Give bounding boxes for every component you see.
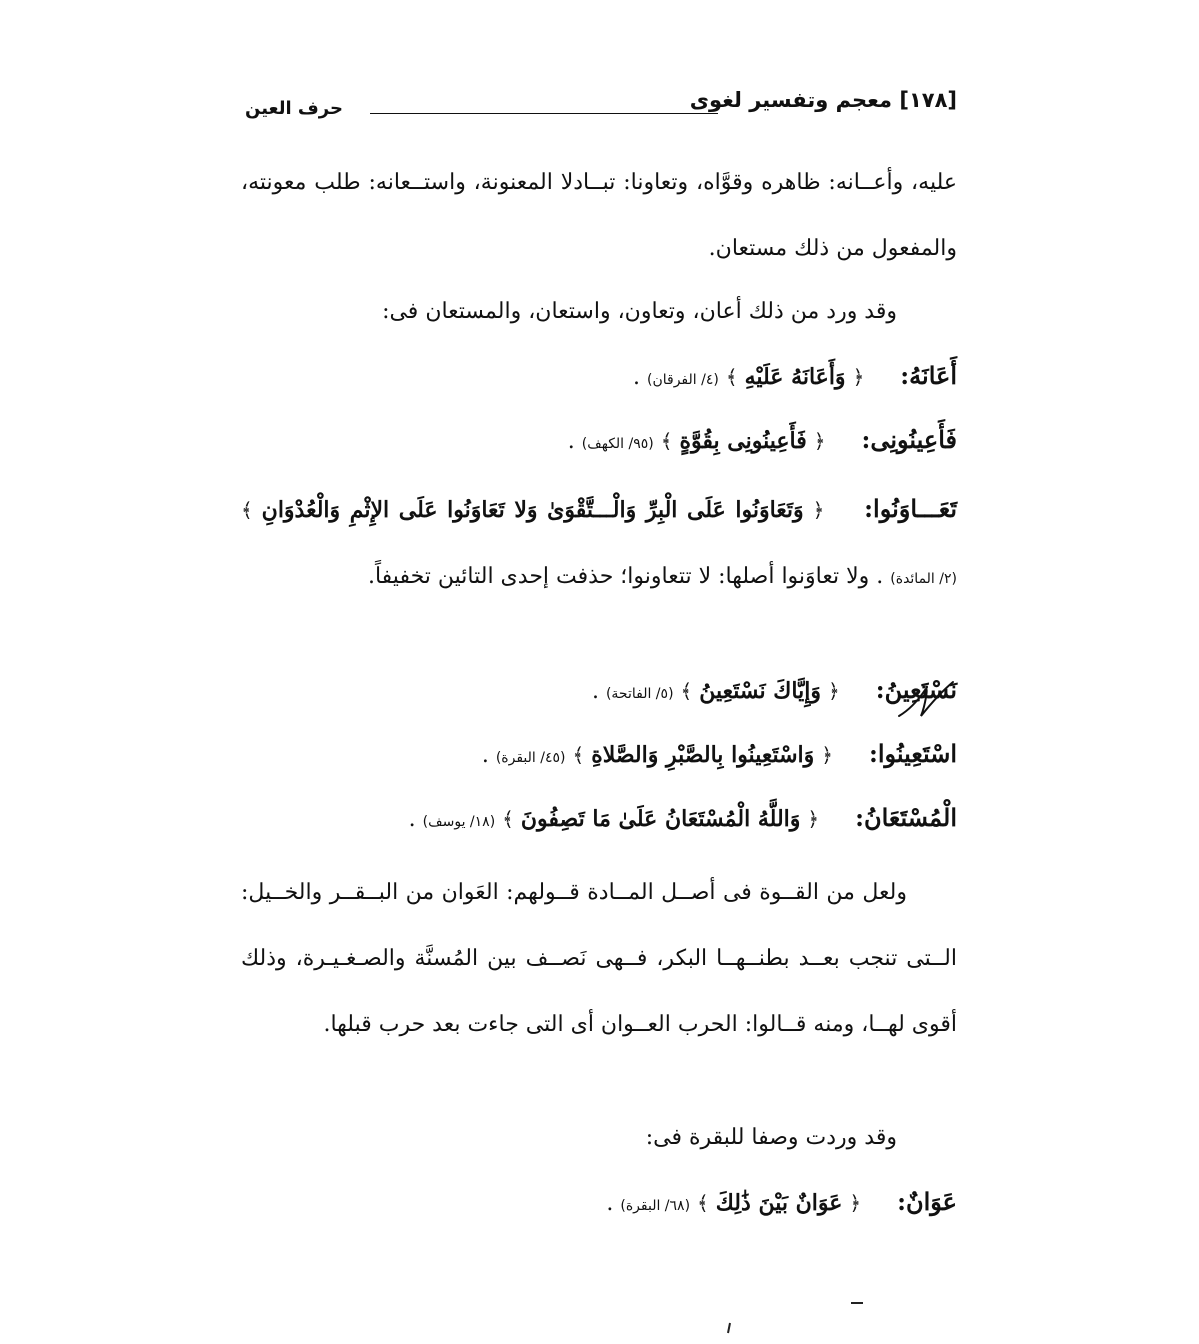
entry-row	[482, 734, 957, 778]
entry-head-word: نَسْتَعِينُ:	[875, 675, 957, 704]
paragraph-note: . ولا تعاوَنوا أصلها: لا تتعاونوا؛ حذفت إحدى التائين تخفيفاً.	[367, 564, 884, 589]
entry-reference: (٩٥/ الكهف)	[581, 436, 654, 452]
handwritten-check-mark-icon	[895, 676, 957, 724]
entry-head-word: الْمُسْتَعَانُ:	[855, 803, 957, 832]
quran-open-bracket: ﴿	[821, 743, 833, 767]
entry-quote: وَاللَّهُ الْمُسْتَعَانُ عَلَىٰ مَا تَصِفُونَ	[520, 806, 801, 832]
entry-head-word: فَأَعِينُونِى:	[861, 425, 957, 454]
quran-open-bracket: ﴿	[812, 498, 825, 522]
entry-period: .	[567, 429, 575, 454]
entry-quote: عَوَانٌ بَيْنَ ذَٰلِكَ	[715, 1190, 843, 1216]
scan-speck-icon	[726, 1322, 732, 1334]
quran-close-bracket: ﴾	[725, 365, 738, 389]
entry-head-word: عَوَانٌ:	[897, 1187, 957, 1216]
section-title: حرف العين	[245, 98, 343, 119]
entry-head-word: اسْتَعِينُوا:	[868, 739, 957, 768]
entry-reference: (٦٨/ البقرة)	[620, 1198, 691, 1214]
entry-quote: وَأَعَانَهُ عَلَيْهِ	[744, 364, 846, 390]
page-title: [١٧٨] معجم وتفسير لغوى	[689, 88, 957, 112]
quran-open-bracket: ﴿	[828, 679, 840, 703]
entry-quote: وَتَعَاوَنُوا عَلَى الْبِرِّ وَالْـــتَّقْوَىٰ وَلا تَعَاوَنُوا عَلَى الإِثْمِ وَالْعُدْوَانِ	[261, 497, 804, 523]
entry-reference: (١٨/ يوسف)	[422, 814, 496, 830]
entry-head-word: أَعَانَهُ:	[900, 361, 957, 390]
entry-reference: (٢/ المائدة)	[890, 571, 957, 587]
header-divider	[370, 113, 718, 114]
quran-open-bracket: ﴿	[807, 807, 820, 831]
entry-row	[568, 420, 957, 464]
entry-row	[633, 356, 957, 400]
entry-period: .	[408, 807, 416, 832]
quran-close-bracket: ﴾	[241, 498, 253, 522]
quran-close-bracket: ﴾	[697, 1191, 709, 1215]
entry-reference: (٤٥/ البقرة)	[495, 750, 566, 766]
quran-close-bracket: ﴾	[572, 743, 585, 767]
paragraph-awan-intro: وقد وردت وصفا للبقرة فى:	[645, 1125, 897, 1150]
entry-row	[409, 798, 957, 842]
paragraph-occurrences-intro: وقد ورد من ذلك أعان، وتعاون، واستعان، والمستعان فى:	[382, 299, 897, 324]
scan-speck-icon	[850, 1300, 864, 1306]
entry-reference: (٤/ الفرقان)	[647, 372, 719, 388]
entry-quote: وَاسْتَعِينُوا بِالصَّبْرِ وَالصَّلاةِ	[591, 742, 815, 768]
entry-quote: فَأَعِينُونِى بِقُوَّةٍ	[679, 428, 807, 454]
paragraph-definition: عليه، وأعــانه: ظاهره وقوَّاه، وتعاونا: تبــادلا المعنونة، واستــعانه: طلب معونته، والمفعول من ذلك مستعان.	[241, 170, 957, 261]
paragraph-taawanu	[241, 476, 957, 612]
entry-reference: (٥/ الفاتحة)	[605, 686, 674, 702]
entry-period: .	[633, 365, 640, 390]
quran-close-bracket: ﴾	[502, 807, 514, 831]
quran-close-bracket: ﴾	[680, 679, 693, 703]
entry-row	[606, 1182, 957, 1226]
entry-period: .	[591, 679, 599, 704]
quran-open-bracket: ﴿	[849, 1191, 862, 1215]
entry-period: .	[481, 743, 489, 768]
entry-head-word: تَعَـــاوَنُوا:	[864, 494, 958, 523]
quran-open-bracket: ﴿	[852, 365, 865, 389]
quran-open-bracket: ﴿	[813, 429, 826, 453]
quran-close-bracket: ﴾	[660, 429, 673, 453]
paragraph-awan-origin: ولعل من القــوة فى أصــل المــادة قــولهم: العَوان من البــقــر والخــيل: الــتى تنجب بعــد بطنــهــا البكر، فــهى نَصــف بين المُسنَّة والصـغـيـرة، وذلك أقوى لهــا، ومنه قــالوا: الحرب العــوان أى التى جاءت بعد حرب قبلها.	[241, 880, 957, 1037]
entry-period: .	[606, 1191, 614, 1216]
entry-quote: وَإِيَّاكَ نَسْتَعِينُ	[699, 678, 821, 704]
